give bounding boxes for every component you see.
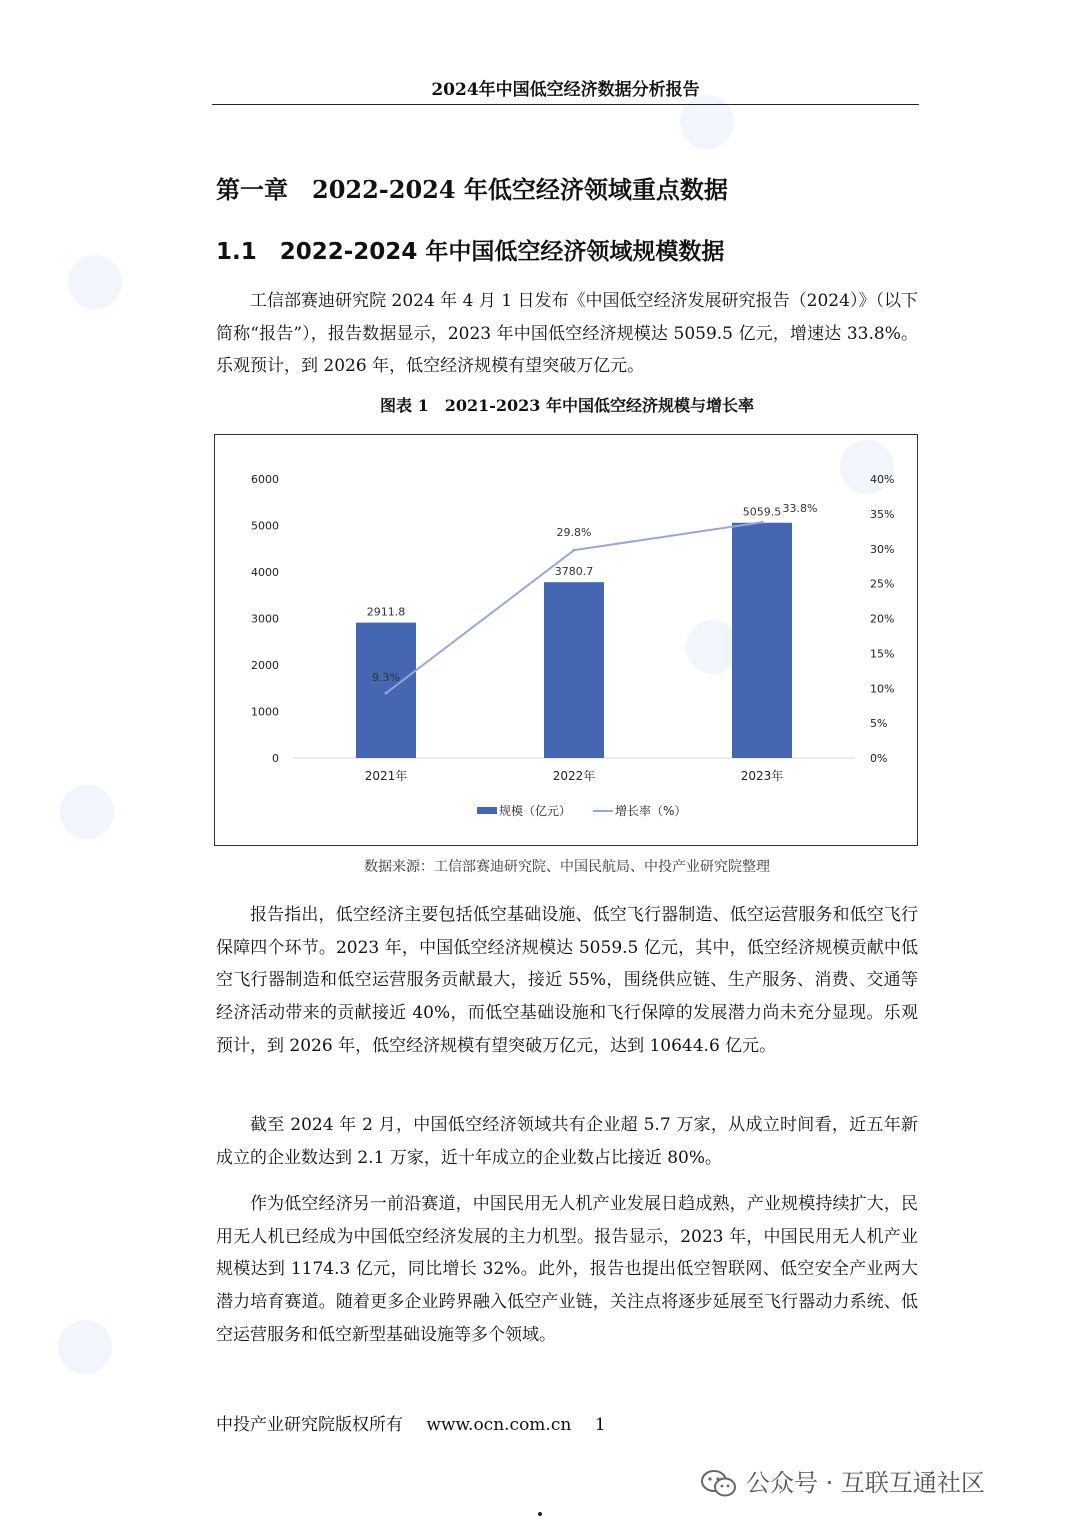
bar-scale	[356, 623, 416, 758]
page-dot	[538, 1512, 542, 1516]
growth-rate-point	[761, 521, 764, 524]
bar-scale	[732, 523, 792, 758]
chart-frame	[214, 434, 918, 846]
footer-url[interactable]: www.ocn.com.cn	[426, 1415, 572, 1435]
y-left-tick-label: 3000	[251, 612, 279, 626]
running-header: 2024年中国低空经济数据分析报告	[212, 76, 919, 105]
paragraph-intro: 工信部赛迪研究院 2024 年 4 月 1 日发布《中国低空经济发展研究报告（2024）》（以下简称“报告”），报告数据显示，2023 年中国低空经济规模达 5059.5 亿元，增速达 33.8%。乐观预计，到 2026 年，低空经济规模有望突破万亿元。	[216, 291, 918, 377]
watermark-logo	[68, 255, 122, 309]
scale-growth-chart	[215, 435, 917, 845]
chapter-title: 第一章 2022-2024 年低空经济领域重点数据	[216, 175, 728, 204]
paragraph-enterprises: 截至 2024 年 2 月，中国低空经济领域共有企业超 5.7 万家，从成立时间看，近五年新成立的企业数达到 2.1 万家，近十年成立的企业数占比接近 80%。	[216, 1115, 918, 1168]
bar-data-label: 3780.7	[554, 565, 594, 579]
paragraph-segments: 报告指出，低空经济主要包括低空基础设施、低空飞行器制造、低空运营服务和低空飞行保障四个环节。2023 年，中国低空经济规模达 5059.5 亿元，其中，低空经济规模贡献中低空飞行器制造和低空运营服务贡献最大，接近 55%，围绕供应链、生产服务、消费、交通等经济活动带来的贡献接近 40%，而低空基础设施和飞行保障的发展潜力尚未充分显现。乐观预计，到 2026 年，低空经济规模有望突破万亿元，达到 10644.6 亿元。	[216, 905, 918, 1056]
footer-copyright: 中投产业研究院版权所有	[216, 1415, 403, 1435]
y-left-tick-label: 1000	[251, 705, 279, 719]
line-data-label: 9.3%	[372, 671, 400, 685]
footer-page-number: 1	[594, 1415, 606, 1435]
y-left-tick-label: 2000	[251, 659, 279, 672]
y-right-tick-label: 15%	[870, 647, 895, 661]
y-right-tick-label: 30%	[870, 542, 895, 556]
wechat-icon	[700, 1469, 738, 1499]
y-right-tick-label: 35%	[870, 507, 895, 521]
watermark-logo	[60, 785, 114, 839]
x-tick-label: 2021年	[364, 769, 408, 783]
section-title: 1.1 2022-2024 年中国低空经济领域规模数据	[216, 239, 725, 265]
y-right-tick-label: 5%	[870, 717, 888, 731]
y-right-tick-label: 10%	[870, 682, 895, 696]
x-tick-label: 2023年	[740, 769, 784, 783]
watermark-logo	[58, 1320, 112, 1374]
paragraph-drones: 作为低空经济另一前沿赛道，中国民用无人机产业发展日趋成熟，产业规模持续扩大，民用无人机已经成为中国低空经济发展的主力机型。报告显示，2023 年，中国民用无人机产业规模达到 1174.3 亿元，同比增长 32%。此外，报告也提出低空智联网、低空安全产业两大潜力培育赛道。随着更多企业跨界融入低空产业链，关注点将逐步延展至飞行器动力系统、低空运营服务和低空新型基础设施等多个领域。	[216, 1194, 918, 1345]
line-data-label: 33.8%	[782, 502, 818, 516]
page-footer	[216, 1411, 624, 1439]
line-data-label: 29.8%	[556, 526, 592, 540]
y-left-tick-label: 0	[272, 752, 279, 765]
legend-label-scale: 规模（亿元）	[499, 804, 572, 818]
legend-label-growth: 增长率（%）	[615, 804, 687, 818]
y-right-tick-label: 0%	[870, 752, 888, 765]
figure-caption: 图表 1 2021-2023 年中国低空经济规模与增长率	[380, 396, 754, 415]
bar-data-label: 5059.5	[742, 505, 782, 519]
y-right-tick-label: 40%	[870, 473, 895, 486]
x-tick-label: 2022年	[552, 769, 596, 783]
source-note: 数据来源：工信部赛迪研究院、中国民航局、中投产业研究院整理	[364, 859, 770, 875]
y-left-tick-label: 5000	[251, 519, 279, 533]
bar-data-label: 2911.8	[366, 605, 406, 619]
wechat-watermark-text: 公众号 · 互联互通社区	[746, 1469, 985, 1497]
wechat-watermark	[700, 1463, 985, 1503]
legend-swatch-scale	[477, 807, 497, 814]
y-left-tick-label: 6000	[251, 473, 279, 486]
y-right-tick-label: 20%	[870, 612, 895, 626]
y-left-tick-label: 4000	[251, 566, 279, 579]
bar-scale	[544, 582, 604, 758]
growth-rate-point	[573, 549, 576, 552]
growth-rate-point	[385, 692, 388, 695]
y-right-tick-label: 25%	[870, 577, 895, 591]
